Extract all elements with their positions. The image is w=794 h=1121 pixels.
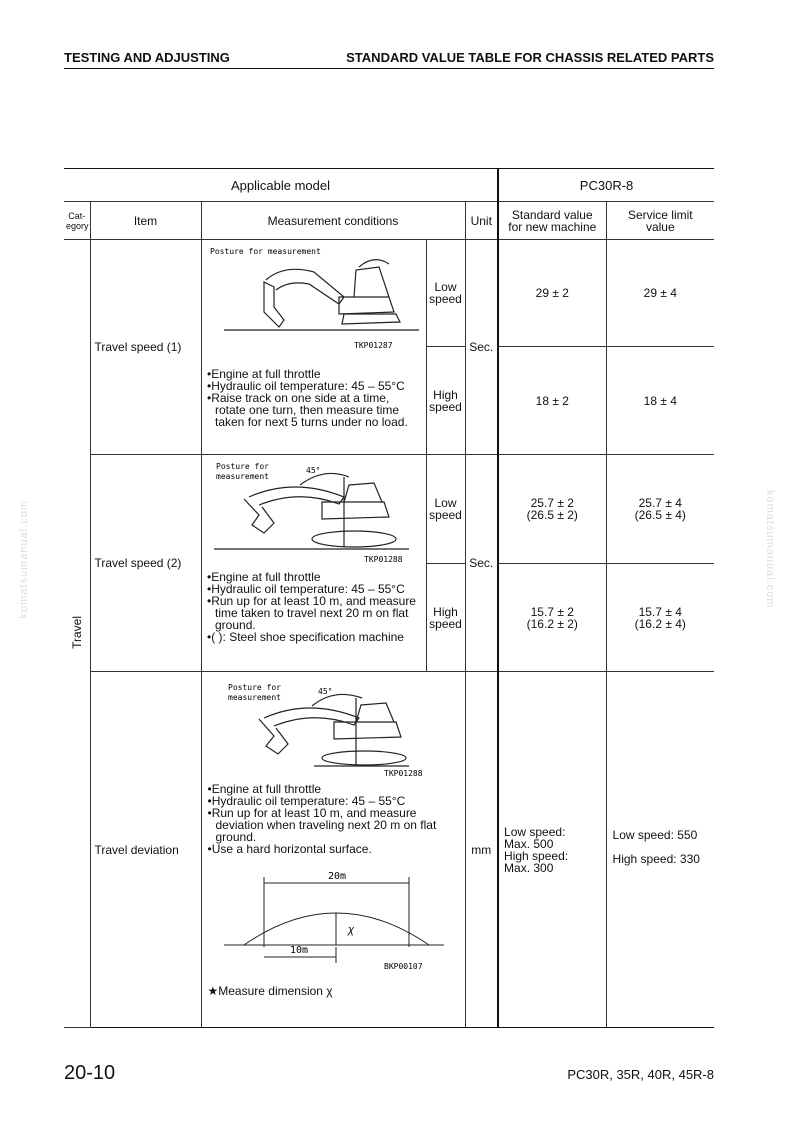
item-travel-speed-1: Travel speed (1) xyxy=(90,240,201,455)
header-page-title: STANDARD VALUE TABLE FOR CHASSIS RELATED PARTS xyxy=(346,50,714,65)
figure-title-l1: Posture for xyxy=(227,683,281,692)
standard-value-header: Standard value for new machine xyxy=(498,202,606,240)
watermark-left: komatsumanual.com xyxy=(18,500,30,619)
conditions-header: Measurement conditions xyxy=(201,202,465,240)
item-header: Item xyxy=(90,202,201,240)
header-rule xyxy=(64,68,714,69)
condition-item: • Hydraulic oil temperature: 45 – 55°C xyxy=(207,583,421,595)
std-high-travel-speed-2: 15.7 ± 2 (16.2 ± 2) xyxy=(498,564,606,672)
condition-item: • Use a hard horizontal surface. xyxy=(208,843,459,855)
condition-item: • Engine at full throttle xyxy=(208,783,459,795)
category-header: Cat- egory xyxy=(64,202,90,240)
deviation-diagram xyxy=(204,867,459,975)
unit-travel-deviation: mm xyxy=(465,672,498,1028)
figure-code: TKP01288 xyxy=(363,555,403,564)
condition-item: • Engine at full throttle xyxy=(207,571,421,583)
high-speed-label-1: High speed xyxy=(426,347,465,455)
high-speed-label-2: High speed xyxy=(426,564,465,672)
model-name: PC30R-8 xyxy=(498,169,714,202)
figure-title-l1: Posture for xyxy=(215,462,269,471)
excavator-figure-2 xyxy=(204,457,424,565)
low-speed-label-1: Low speed xyxy=(426,240,465,347)
dim-x: χ xyxy=(347,924,354,936)
conditions-travel-deviation xyxy=(201,672,465,1028)
condition-item: • Raise track on one side at a time, rotate one turn, then measure time taken for next 5 turns under no load. xyxy=(207,392,419,428)
low-speed-label-2: Low speed xyxy=(426,455,465,564)
limit-travel-deviation: Low speed: 550 High speed: 330 xyxy=(606,672,714,1028)
measure-note: ★Measure dimension χ xyxy=(207,984,333,998)
std-high-travel-speed-1: 18 ± 2 xyxy=(498,347,606,455)
limit-high-travel-speed-2: 15.7 ± 4 (16.2 ± 4) xyxy=(606,564,714,672)
excavator-figure-3 xyxy=(204,674,459,778)
limit-low-travel-speed-1: 29 ± 4 xyxy=(606,240,714,347)
figure-title-l2: measurement xyxy=(215,472,269,481)
footer-models: PC30R, 35R, 40R, 45R-8 xyxy=(567,1067,714,1082)
figure-code: TKP01287 xyxy=(353,341,393,350)
figure-angle: 45° xyxy=(305,466,320,475)
dim-10m: 10m xyxy=(289,945,308,956)
condition-item: • Engine at full throttle xyxy=(207,368,419,380)
item-travel-speed-2: Travel speed (2) xyxy=(90,455,201,672)
figure-title: Posture for measurement xyxy=(209,247,321,256)
conditions-list-speed-2 xyxy=(203,571,425,643)
unit-travel-speed-2: Sec. xyxy=(465,455,498,672)
item-travel-deviation: Travel deviation xyxy=(90,672,201,1028)
page-number: 20-10 xyxy=(64,1062,116,1084)
applicable-model-label: Applicable model xyxy=(64,169,498,202)
excavator-figure-1 xyxy=(204,242,424,352)
condition-item: • Run up for at least 10 m, and measure deviation when traveling next 20 m on flat ground. xyxy=(208,807,459,843)
condition-item: • ( ): Steel shoe specification machine xyxy=(207,631,421,643)
std-travel-deviation: Low speed: Max. 500 High speed: Max. 300 xyxy=(498,672,606,1028)
figure-code: TKP01288 xyxy=(383,769,423,778)
conditions-list-speed-1 xyxy=(203,368,423,428)
category-travel: Travel xyxy=(69,615,84,649)
figure-title-l2: measurement xyxy=(227,693,281,702)
unit-header: Unit xyxy=(465,202,498,240)
limit-low-travel-speed-2: 25.7 ± 4 (26.5 ± 4) xyxy=(606,455,714,564)
service-limit-header: Service limit value xyxy=(606,202,714,240)
limit-high-travel-speed-1: 18 ± 4 xyxy=(606,347,714,455)
std-low-travel-speed-2: 25.7 ± 2 (26.5 ± 2) xyxy=(498,455,606,564)
conditions-list-deviation xyxy=(204,783,463,855)
condition-item: • Hydraulic oil temperature: 45 – 55°C xyxy=(208,795,459,807)
std-low-travel-speed-1: 29 ± 2 xyxy=(498,240,606,347)
condition-item: • Hydraulic oil temperature: 45 – 55°C xyxy=(207,380,419,392)
condition-item: • Run up for at least 10 m, and measure time taken to travel next 20 m on flat ground. xyxy=(207,595,421,631)
watermark-right: komatsumanual.com xyxy=(764,490,776,609)
unit-travel-speed-1: Sec. xyxy=(465,240,498,455)
header-section-title: TESTING AND ADJUSTING xyxy=(64,50,230,65)
category-cell xyxy=(64,240,90,1028)
dim-20m: 20m xyxy=(327,871,346,882)
figure-angle: 45° xyxy=(317,687,332,696)
dim-code: BKP00107 xyxy=(383,962,423,971)
